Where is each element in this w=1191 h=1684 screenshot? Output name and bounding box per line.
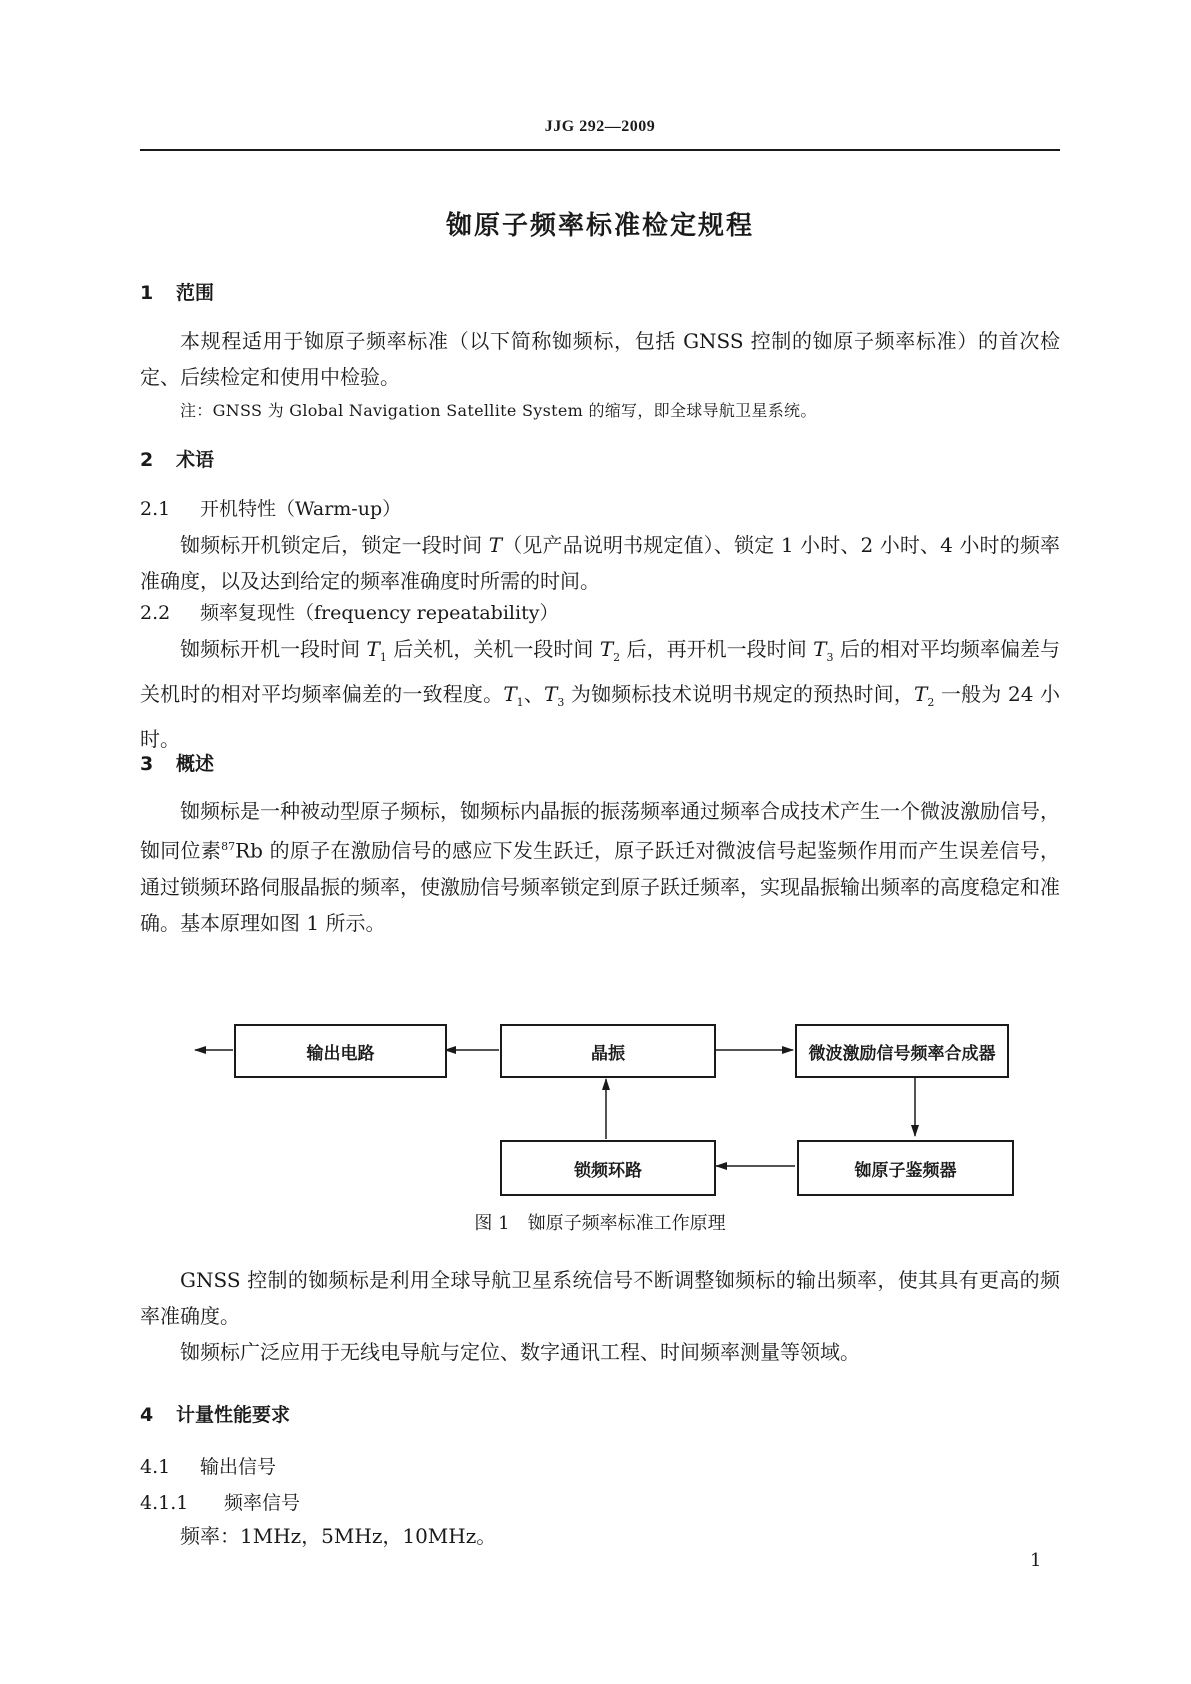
block-microwave-synthesizer: 微波激励信号频率合成器 bbox=[795, 1024, 1009, 1078]
section-4-heading bbox=[140, 1400, 290, 1427]
section-number: 2 bbox=[140, 449, 154, 471]
section-title: 概述 bbox=[176, 753, 215, 775]
subsection-number: 2.2 bbox=[140, 602, 171, 624]
section-1-paragraph: 本规程适用于铷原子频率标准（以下简称铷频标，包括 GNSS 控制的铷原子频率标准）的首次检定、后续检定和使用中检验。 bbox=[140, 329, 1060, 389]
subsection-4-1-heading bbox=[140, 1452, 276, 1479]
subsection-title: 频率复现性（frequency repeatability） bbox=[200, 602, 559, 624]
block-rubidium-discriminator: 铷原子鉴频器 bbox=[797, 1140, 1014, 1196]
block-output-circuit: 输出电路 bbox=[234, 1024, 447, 1078]
page-number: 1 bbox=[1030, 1550, 1042, 1571]
section-3-paragraph-3: 铷频标广泛应用于无线电导航与定位、数字通讯工程、时间频率测量等领域。 bbox=[180, 1340, 860, 1364]
frequency-values-paragraph: 频率：1MHz，5MHz，10MHz。 bbox=[180, 1524, 497, 1548]
section-1-heading bbox=[140, 278, 214, 305]
section-3-paragraph-1: 铷频标是一种被动型原子频标，铷频标内晶振的振荡频率通过频率合成技术产生一个微波激励信号，铷同位素$^{87}$Rb 的原子在激励信号的感应下发生跃迁，原子跃迁对微波信号起鉴频作用而产生误差信号，通过锁频环路伺服晶振的频率，使激励信号频率锁定到原子跃迁频率，实现晶振输出频率的高度稳定和准确。基本原理如图 1 所示。 bbox=[140, 799, 1061, 935]
subsection-number: 2.1 bbox=[140, 498, 171, 520]
section-title: 范围 bbox=[176, 282, 215, 304]
subsection-2-2-heading bbox=[140, 598, 558, 625]
block-frequency-lock-loop: 锁频环路 bbox=[500, 1140, 716, 1196]
document-code-header: JJG 292—2009 bbox=[544, 118, 656, 135]
subsection-number: 4.1 bbox=[140, 1456, 171, 1478]
section-number: 3 bbox=[140, 753, 154, 775]
document-title: 铷原子频率标准检定规程 bbox=[445, 211, 754, 241]
section-2-heading bbox=[140, 445, 214, 472]
block-crystal-oscillator: 晶振 bbox=[500, 1024, 716, 1078]
section-title: 术语 bbox=[176, 449, 215, 471]
section-number: 4 bbox=[140, 1404, 154, 1426]
subsection-4-1-1-heading bbox=[140, 1488, 300, 1515]
section-number: 1 bbox=[140, 282, 154, 304]
subsection-title: 开机特性（Warm-up） bbox=[200, 498, 402, 520]
subsection-2-1-heading bbox=[140, 494, 401, 521]
section-3-paragraph-2: GNSS 控制的铷频标是利用全球导航卫星系统信号不断调整铷频标的输出频率，使其具有更高的频率准确度。 bbox=[140, 1268, 1060, 1328]
section-title: 计量性能要求 bbox=[176, 1404, 291, 1426]
figure-caption: 图 1 铷原子频率标准工作原理 bbox=[474, 1213, 726, 1234]
header-rule bbox=[140, 149, 1060, 151]
section-3-heading bbox=[140, 749, 214, 776]
subsection-2-1-paragraph: 铷频标开机锁定后，锁定一段时间 T（见产品说明书规定值）、锁定 1 小时、2 小时、4 小时的频率准确度，以及达到给定的频率准确度时所需的时间。 bbox=[140, 533, 1061, 593]
section-1-note: 注：GNSS 为 Global Navigation Satellite System 的缩写，即全球导航卫星系统。 bbox=[180, 401, 817, 420]
subsection-2-2-paragraph: 铷频标开机一段时间 $T_1$ 后关机，关机一段时间 $T_2$ 后，再开机一段时间 $T_3$ 后的相对平均频率偏差与关机时的相对平均频率偏差的一致程度。$T_1$、$T_3$ 为铷频标技术说明书规定的预热时间，$T_2$ 一般为 24 小时。 bbox=[140, 637, 1061, 751]
subsection-title: 频率信号 bbox=[224, 1492, 301, 1514]
subsection-number: 4.1.1 bbox=[140, 1492, 189, 1514]
subsection-title: 输出信号 bbox=[200, 1456, 277, 1478]
